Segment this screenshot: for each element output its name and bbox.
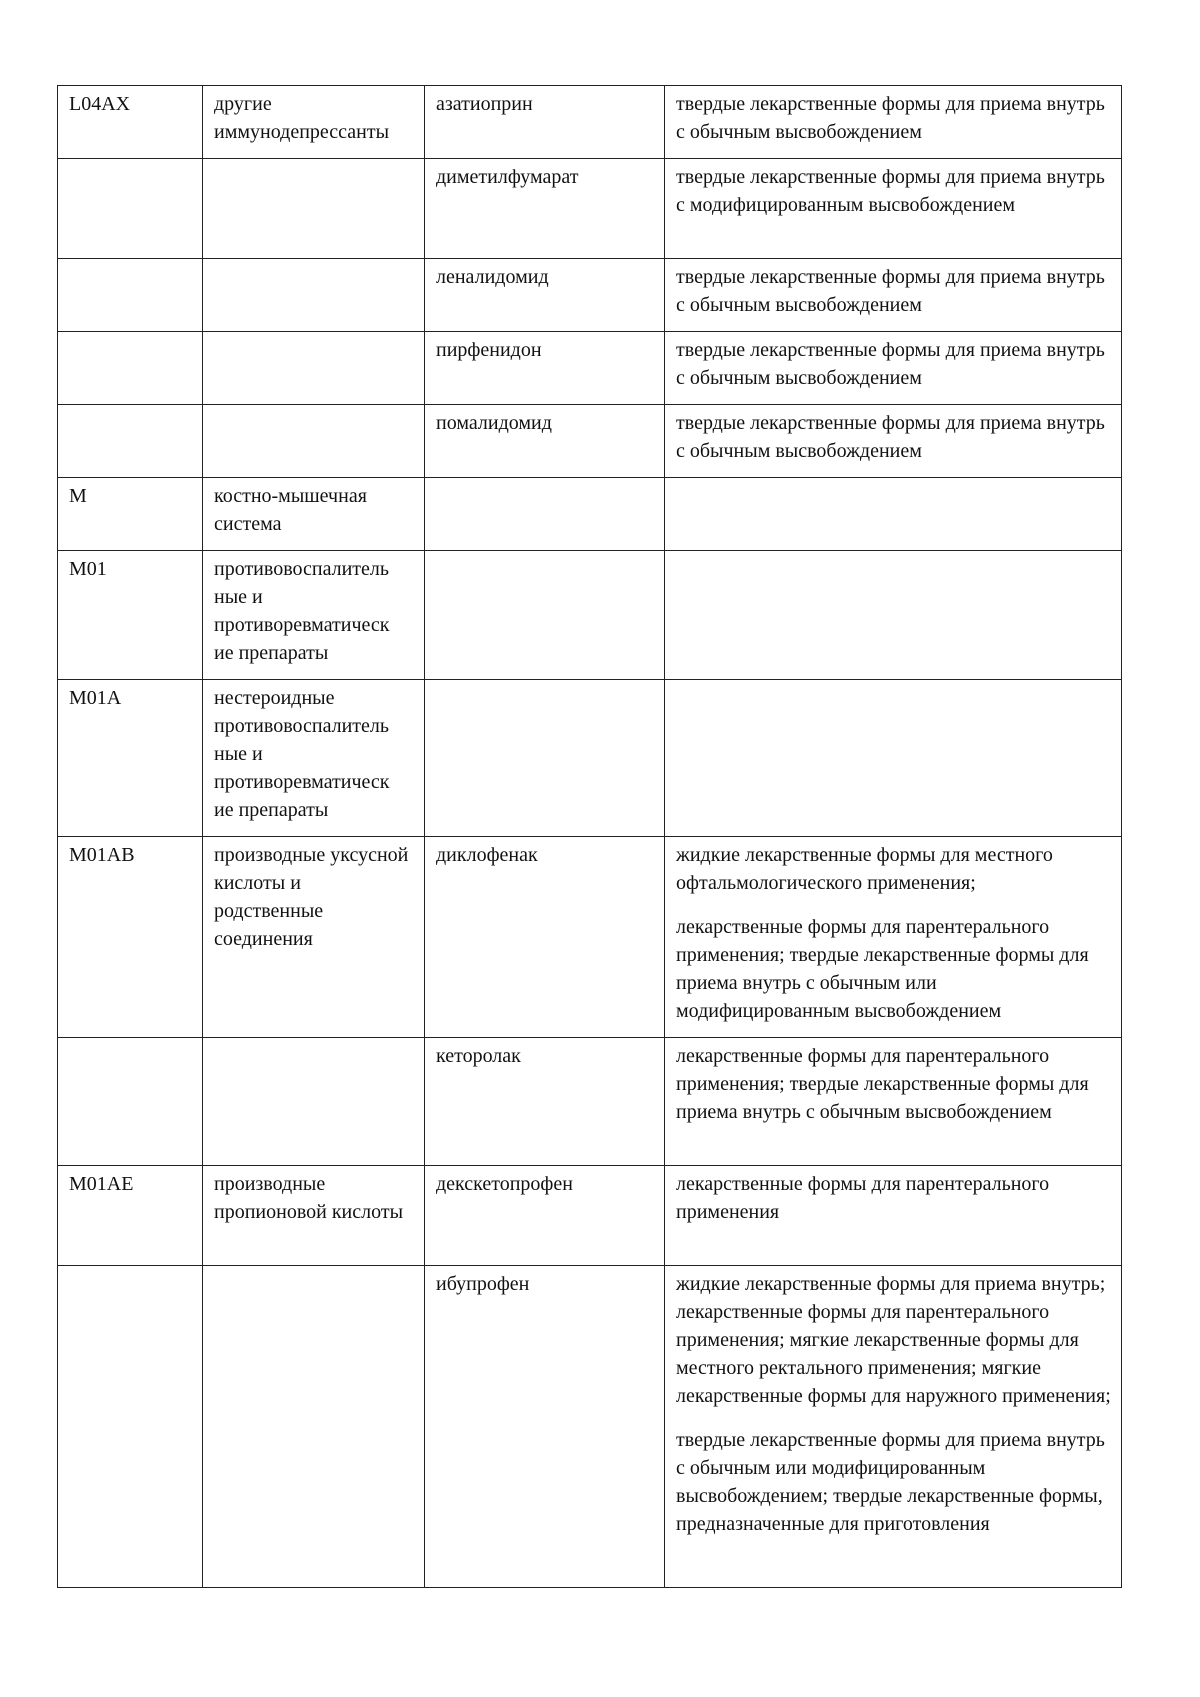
- dosage-form-text: твердые лекарственные формы для приема внутрь с обычным высвобождением: [676, 266, 1105, 316]
- atc-code-cell: M01AE: [58, 1166, 203, 1266]
- pharm-group-cell: производные уксусной кислоты и родственные соединения: [203, 837, 425, 1038]
- table-row: [58, 332, 1122, 405]
- pharm-group-cell: [203, 405, 425, 478]
- table-row: [58, 159, 1122, 259]
- drug-name-cell: помалидомид: [425, 405, 665, 478]
- drug-name-cell: леналидомид: [425, 259, 665, 332]
- drug-name-cell: ибупрофен: [425, 1266, 665, 1588]
- drug-name-cell: азатиоприн: [425, 86, 665, 159]
- drug-name-cell: [425, 478, 665, 551]
- drug-name-cell: диклофенак: [425, 837, 665, 1038]
- table-row: [58, 259, 1122, 332]
- dosage-form-cell: [665, 478, 1122, 551]
- dosage-form-cell: [665, 405, 1122, 478]
- atc-code-cell: [58, 1038, 203, 1166]
- pharm-group-cell: костно-мышечная система: [203, 478, 425, 551]
- pharm-group-cell: нестероидные противовоспалитель ные и противоревматическ ие препараты: [203, 680, 425, 837]
- table-row: [58, 837, 1122, 1038]
- dosage-form-text: твердые лекарственные формы для приема внутрь с обычным или модифицированным высвобождением; твердые лекарственные формы, предназначенные для приготовления: [676, 1429, 1105, 1535]
- drug-list-table: [57, 85, 1122, 1588]
- atc-code-cell: M01AB: [58, 837, 203, 1038]
- drug-name-cell: диметилфумарат: [425, 159, 665, 259]
- dosage-form-text: твердые лекарственные формы для приема внутрь с обычным высвобождением: [676, 339, 1105, 389]
- dosage-form-cell: [665, 837, 1122, 1038]
- pharm-group-cell: [203, 332, 425, 405]
- pharm-group-cell: [203, 1038, 425, 1166]
- table-row: [58, 680, 1122, 837]
- pharm-group-cell: другие иммунодепрессанты: [203, 86, 425, 159]
- dosage-form-cell: [665, 159, 1122, 259]
- atc-code-cell: M: [58, 478, 203, 551]
- atc-code-cell: [58, 332, 203, 405]
- atc-code-cell: [58, 259, 203, 332]
- dosage-form-cell: [665, 1266, 1122, 1588]
- table-row: [58, 405, 1122, 478]
- pharm-group-cell: противовоспалитель ные и противоревматическ ие препараты: [203, 551, 425, 680]
- dosage-form-text: жидкие лекарственные формы для местного офтальмологического применения;: [676, 844, 1053, 894]
- pharm-group-cell: производные пропионовой кислоты: [203, 1166, 425, 1266]
- drug-name-cell: [425, 551, 665, 680]
- dosage-form-cell: [665, 259, 1122, 332]
- dosage-form-text: жидкие лекарственные формы для приема внутрь; лекарственные формы для парентерального применения; мягкие лекарственные формы для местного ректального применения; мягкие лекарственные формы для наружного применения;: [676, 1273, 1111, 1407]
- atc-code-cell: M01: [58, 551, 203, 680]
- pharm-group-cell: [203, 1266, 425, 1588]
- table-row: [58, 1166, 1122, 1266]
- drug-name-cell: декскетопрофен: [425, 1166, 665, 1266]
- dosage-form-cell: [665, 332, 1122, 405]
- table-row: [58, 478, 1122, 551]
- dosage-form-cell: [665, 551, 1122, 680]
- dosage-form-cell: [665, 1166, 1122, 1266]
- dosage-form-text: лекарственные формы для парентерального применения; твердые лекарственные формы для приема внутрь с обычным или модифицированным высвобождением: [676, 916, 1089, 1022]
- drug-name-cell: [425, 680, 665, 837]
- table-row: [58, 1266, 1122, 1588]
- atc-code-cell: [58, 405, 203, 478]
- dosage-form-text: твердые лекарственные формы для приема внутрь с обычным высвобождением: [676, 412, 1105, 462]
- dosage-form-cell: [665, 1038, 1122, 1166]
- table-row: [58, 86, 1122, 159]
- dosage-form-text: лекарственные формы для парентерального применения: [676, 1173, 1050, 1223]
- atc-code-cell: L04AX: [58, 86, 203, 159]
- table-row: [58, 1038, 1122, 1166]
- table-row: [58, 551, 1122, 680]
- atc-code-cell: [58, 1266, 203, 1588]
- atc-code-cell: M01A: [58, 680, 203, 837]
- drug-name-cell: кеторолак: [425, 1038, 665, 1166]
- pharm-group-cell: [203, 259, 425, 332]
- pharm-group-cell: [203, 159, 425, 259]
- dosage-form-cell: [665, 680, 1122, 837]
- dosage-form-text: твердые лекарственные формы для приема внутрь с модифицированным высвобождением: [676, 166, 1105, 216]
- drug-name-cell: пирфенидон: [425, 332, 665, 405]
- dosage-form-text: лекарственные формы для парентерального применения; твердые лекарственные формы для приема внутрь с обычным высвобождением: [676, 1045, 1089, 1123]
- atc-code-cell: [58, 159, 203, 259]
- dosage-form-text: твердые лекарственные формы для приема внутрь с обычным высвобождением: [676, 93, 1105, 143]
- dosage-form-cell: [665, 86, 1122, 159]
